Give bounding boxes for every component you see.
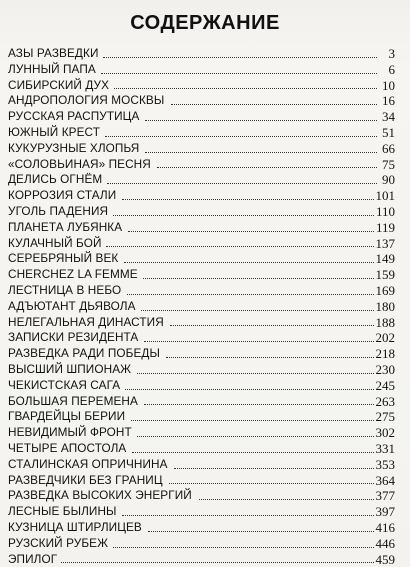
toc-page-number: 137: [376, 236, 396, 252]
toc-entry-title: ЧЕТЫРЕ АПОСТОЛА: [8, 441, 126, 457]
toc-page-number: 169: [376, 283, 396, 299]
toc-entry-title: НЕВИДИМЫЙ ФРОНТ: [8, 425, 132, 441]
toc-entry-title: РАЗВЕДЧИКИ БЕЗ ГРАНИЦ: [8, 473, 163, 489]
toc-page-number: 446: [376, 536, 396, 552]
toc-entry[interactable]: [8, 330, 395, 346]
toc-entry-title: РАЗВЕДКА РАДИ ПОБЕДЫ: [8, 346, 160, 362]
toc-entry[interactable]: [8, 315, 395, 331]
toc-entry-title: РУССКАЯ РАСПУТИЦА: [8, 109, 139, 125]
toc-dot-leader: [141, 310, 373, 311]
toc-page-number: 51: [379, 125, 395, 141]
toc-dot-leader: [144, 404, 374, 405]
toc-entry[interactable]: [8, 188, 395, 204]
toc-entry-title: CHERCHEZ LA FEMME: [8, 267, 138, 283]
toc-page-number: 90: [379, 172, 395, 188]
toc-page-number: 159: [376, 267, 396, 283]
toc-entry[interactable]: [8, 157, 395, 173]
toc-dot-leader: [170, 325, 374, 326]
toc-page-number: 416: [376, 520, 396, 536]
toc-dot-leader: [114, 88, 377, 89]
toc-entry[interactable]: [8, 283, 395, 299]
toc-page-number: 202: [376, 330, 396, 346]
toc-page-number: 188: [376, 315, 396, 331]
toc-page-number: 16: [379, 93, 395, 109]
toc-entry[interactable]: [8, 488, 395, 504]
toc-dot-leader: [105, 136, 377, 137]
toc-entry-title: ЛЕСНЫЕ БЫЛИНЫ: [8, 504, 117, 520]
toc-entry-title: КУЛАЧНЫЙ БОЙ: [8, 236, 102, 252]
toc-dot-leader: [137, 373, 374, 374]
toc-entry[interactable]: [8, 251, 395, 267]
toc-page-number: 275: [376, 409, 396, 425]
toc-entry[interactable]: [8, 109, 395, 125]
table-of-contents: [8, 46, 395, 523]
toc-page-number: 180: [376, 299, 396, 315]
toc-dot-leader: [166, 357, 373, 358]
toc-page-number: 3: [379, 46, 395, 62]
toc-page-number: 245: [376, 378, 396, 394]
toc-dot-leader: [143, 278, 373, 279]
toc-page-number: 10: [379, 78, 395, 94]
toc-entry[interactable]: [8, 78, 395, 94]
toc-dot-leader: [145, 120, 377, 121]
toc-entry[interactable]: [8, 362, 395, 378]
toc-page-number: 302: [376, 425, 396, 441]
toc-entry-title: РАЗВЕДКА ВЫСОКИХ ЭНЕРГИЙ: [8, 488, 192, 504]
toc-dot-leader: [113, 547, 373, 548]
toc-entry-title: СЕРЕБРЯНЫЙ ВЕК: [8, 251, 118, 267]
toc-page-number: 353: [376, 457, 396, 473]
toc-entry-title: КОРРОЗИЯ СТАЛИ: [8, 188, 116, 204]
toc-entry[interactable]: [8, 378, 395, 394]
toc-dot-leader: [174, 468, 374, 469]
toc-page-number: 263: [376, 394, 396, 410]
toc-dot-leader: [122, 199, 374, 200]
toc-dot-leader: [125, 389, 373, 390]
toc-entry[interactable]: [8, 552, 395, 567]
toc-dot-leader: [132, 452, 374, 453]
toc-dot-leader: [113, 215, 374, 216]
toc-entry[interactable]: [8, 473, 395, 489]
toc-page-number: 34: [379, 109, 395, 125]
toc-dot-leader: [122, 515, 374, 516]
toc-entry[interactable]: [8, 141, 395, 157]
toc-entry[interactable]: [8, 125, 395, 141]
page-title: СОДЕРЖАНИЕ: [0, 13, 410, 33]
toc-entry-title: СИБИРСКИЙ ДУХ: [8, 78, 109, 94]
toc-entry[interactable]: [8, 299, 395, 315]
toc-entry-title: БОЛЬШАЯ ПЕРЕМЕНА: [8, 394, 138, 410]
toc-entry[interactable]: [8, 62, 395, 78]
toc-page-number: 66: [379, 141, 395, 157]
toc-entry-title: РУЗСКИЙ РУБЕЖ: [8, 536, 108, 552]
toc-entry-title: УГОЛЬ ПАДЕНИЯ: [8, 204, 108, 220]
toc-page-number: 75: [379, 157, 395, 173]
toc-entry-title: КУЗНИЦА ШТИРЛИЦЕВ: [8, 520, 142, 536]
toc-dot-leader: [124, 262, 374, 263]
toc-entry-title: АДЪЮТАНТ ДЬЯВОЛА: [8, 299, 136, 315]
toc-entry[interactable]: [8, 394, 395, 410]
toc-entry-title: ЛУННЫЙ ПАПА: [8, 62, 96, 78]
toc-page-number: 110: [376, 204, 395, 220]
toc-entry[interactable]: [8, 457, 395, 473]
toc-entry-title: АНДРОПОЛОГИЯ МОСКВЫ: [8, 93, 164, 109]
toc-dot-leader: [128, 231, 374, 232]
toc-page-number: 6: [379, 62, 395, 78]
toc-page-number: 149: [376, 251, 396, 267]
toc-page-number: 331: [376, 441, 396, 457]
toc-dot-leader: [127, 294, 374, 295]
toc-entry[interactable]: [8, 346, 395, 362]
toc-entry-title: «СОЛОВЬИНАЯ» ПЕСНЯ: [8, 157, 151, 173]
toc-entry[interactable]: [8, 236, 395, 252]
toc-dot-leader: [169, 483, 374, 484]
toc-entry-title: ЗАПИСКИ РЕЗИДЕНТА: [8, 330, 138, 346]
toc-entry[interactable]: [8, 441, 395, 457]
toc-entry-title: НЕЛЕГАЛЬНАЯ ДИНАСТИЯ: [8, 315, 164, 331]
toc-entry-title: ЛЕСТНИЦА В НЕБО: [8, 283, 121, 299]
toc-dot-leader: [61, 562, 373, 563]
toc-entry[interactable]: [8, 409, 395, 425]
toc-page-number: 230: [376, 362, 396, 378]
toc-dot-leader: [101, 73, 377, 74]
toc-dot-leader: [137, 436, 373, 437]
toc-entry-title: ЮЖНЫЙ КРЕСТ: [8, 125, 100, 141]
toc-entry[interactable]: [8, 520, 395, 536]
toc-entry-title: ЧЕКИСТСКАЯ САГА: [8, 378, 120, 394]
toc-dot-leader: [144, 341, 373, 342]
toc-entry-title: ВЫСШИЙ ШПИОНАЖ: [8, 362, 131, 378]
toc-entry-title: ДЕЛИСЬ ОГНЁМ: [8, 172, 102, 188]
toc-dot-leader: [107, 183, 377, 184]
toc-entry-title: ПЛАНЕТА ЛУБЯНКА: [8, 220, 122, 236]
toc-dot-leader: [145, 152, 377, 153]
toc-entry-title: ЭПИЛОГ: [8, 552, 57, 567]
toc-dot-leader: [199, 499, 374, 500]
toc-dot-leader: [171, 104, 377, 105]
toc-entry-title: СТАЛИНСКАЯ ОПРИЧНИНА: [8, 457, 168, 473]
toc-dot-leader: [131, 420, 374, 421]
toc-dot-leader: [148, 531, 374, 532]
toc-entry[interactable]: [8, 93, 395, 109]
toc-dot-leader: [103, 57, 377, 58]
toc-entry[interactable]: [8, 204, 395, 220]
toc-entry[interactable]: [8, 46, 395, 62]
toc-page-number: 364: [376, 473, 396, 489]
toc-entry[interactable]: [8, 504, 395, 520]
toc-dot-leader: [157, 167, 377, 168]
toc-page-number: 218: [376, 346, 396, 362]
toc-page-number: 119: [376, 220, 395, 236]
toc-entry[interactable]: [8, 220, 395, 236]
toc-page-number: 101: [376, 188, 396, 204]
toc-page-number: 397: [376, 504, 396, 520]
toc-dot-leader: [106, 246, 373, 247]
toc-entry-title: АЗЫ РАЗВЕДКИ: [8, 46, 98, 62]
toc-entry[interactable]: [8, 267, 395, 283]
toc-entry-title: КУКУРУЗНЫЕ ХЛОПЬЯ: [8, 141, 139, 157]
toc-entry-title: ГВАРДЕЙЦЫ БЕРИИ: [8, 409, 125, 425]
toc-entry[interactable]: [8, 172, 395, 188]
toc-page-number: 459: [376, 552, 396, 567]
toc-entry[interactable]: [8, 425, 395, 441]
toc-entry[interactable]: [8, 536, 395, 552]
toc-page-number: 377: [376, 488, 396, 504]
